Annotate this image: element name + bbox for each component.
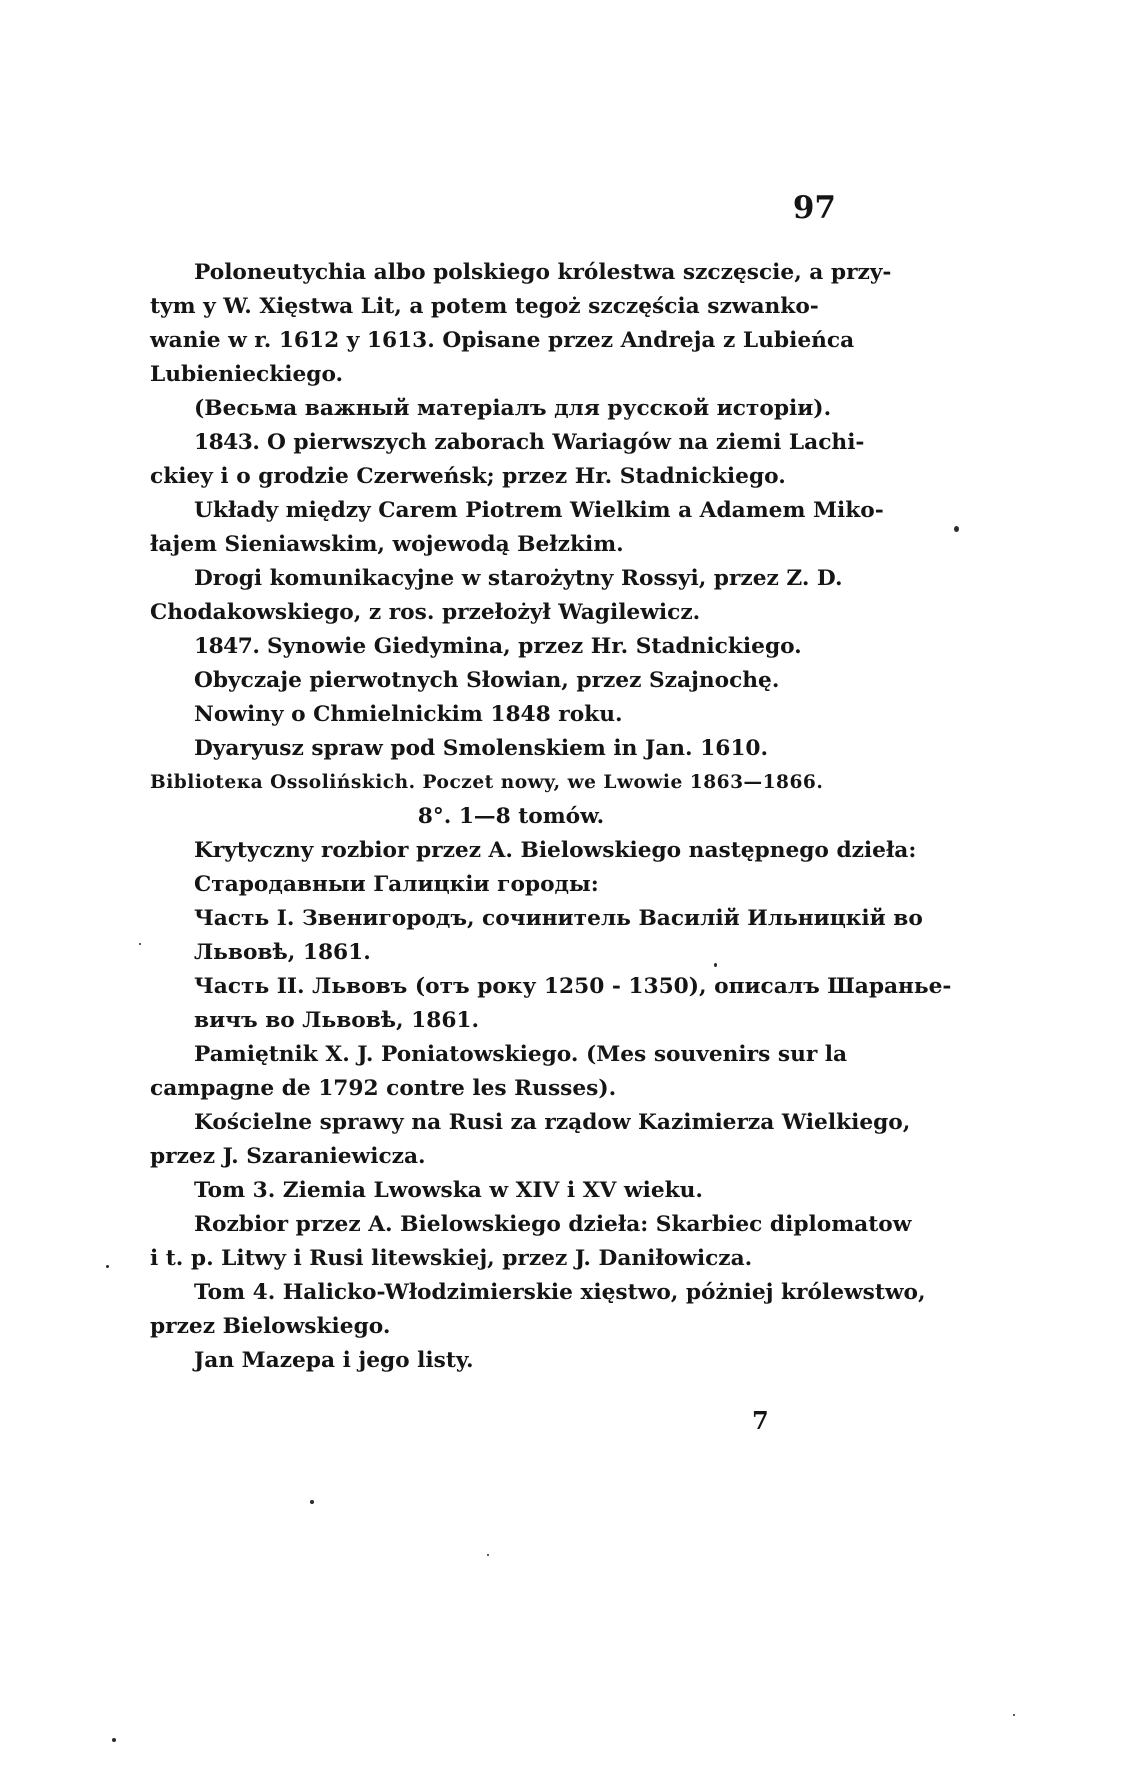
text-line-18: Krytyczny rozbior przez A. Bielowskiego następnego dzieła:	[194, 838, 917, 863]
text-line-7: ckiey i o grodzie Czerweńsk; przez Hr. Stadnickiego.	[150, 464, 786, 489]
text-line-1: Poloneutychia albo polskiego królestwa szczęscie, a przy-	[194, 260, 892, 285]
text-line-9: łajem Sieniawskim, wojewodą Bełzkim.	[150, 532, 624, 557]
text-line-2: tym y W. Xięstwa Lit, a potem tegoż szczęścia szwanko-	[150, 294, 819, 319]
text-line-22: Часть II. Львовъ (отъ року 1250 - 1350), описалъ Шараньe-	[194, 974, 952, 999]
text-line-25: campagne de 1792 contre les Russes).	[150, 1076, 617, 1101]
text-line-20: Часть I. Звенигородъ, сочинитель Василій Ильницкій во	[194, 906, 923, 931]
text-line-27: przez J. Szaraniewicza.	[150, 1144, 426, 1169]
scan-speck	[310, 1500, 314, 1504]
text-line-32: przez Bielowskiego.	[150, 1314, 391, 1339]
printer-signature-mark: 7	[752, 1406, 769, 1435]
text-line-15: Dyaryusz spraw pod Smolenskiem in Jan. 1610.	[194, 736, 769, 761]
year-1847: 1847.	[194, 634, 260, 659]
text-line-19: Стародавныи Галицкіи городы:	[194, 872, 599, 897]
text-line-6-body: O pierwszych zaborach Wariagów na ziemi Lachi-	[266, 430, 865, 455]
text-line-10: Drogi komunikacyjne w starożytny Rossyi, przez Z. D.	[194, 566, 843, 591]
text-line-30: i t. p. Litwy i Rusi litewskiej, przez J. Daniłowicza.	[150, 1246, 753, 1271]
catalog-text-block	[150, 256, 952, 1378]
text-line-4: Lubienieckiego.	[150, 362, 344, 387]
text-line-13: Obyczaje pierwotnych Słowian, przez Szajnochę.	[194, 668, 780, 693]
text-line-8: Układy między Carem Piotrem Wielkim a Adamem Miko-	[194, 498, 884, 523]
scan-speck	[139, 943, 141, 945]
scan-speck	[954, 526, 959, 532]
text-line-23: вичъ во Львовѣ, 1861.	[194, 1008, 480, 1033]
text-line-33: Jan Mazepa i jego listy.	[194, 1348, 474, 1373]
text-line-14: Nowiny o Chmielnickim 1848 roku.	[194, 702, 623, 727]
text-line-29: Rozbior przez A. Bielowskiego dzieła: Skarbiec diplomatow	[194, 1212, 912, 1237]
text-line-21: Львовѣ, 1861.	[194, 940, 371, 965]
page-number: 97	[792, 190, 836, 226]
scan-speck	[106, 1265, 109, 1268]
year-1843: 1843.	[194, 430, 260, 455]
text-line-16: Bibliotека Ossolińskich. Poczet nowy, we Lwowie 1863—1866.	[150, 772, 824, 793]
text-line-11: Chodakowskiego, z ros. przełożył Wagilewicz.	[150, 600, 701, 625]
text-line-28: Tom 3. Ziemia Lwowska w XIV i XV wieku.	[194, 1178, 703, 1203]
text-line-24: Pamiętnik X. J. Poniatowskiego. (Mes souvenirs sur la	[194, 1042, 848, 1067]
text-line-12-body: Synowie Giedymina, przez Hr. Stadnickiego.	[266, 634, 802, 659]
scan-speck	[714, 963, 717, 967]
text-line-26: Kościelne sprawy na Rusi za rządow Kazimierza Wielkiego,	[194, 1110, 911, 1135]
text-line-31: Tom 4. Halicko-Włodzimierskie xięstwo, póżniej królewstwo,	[194, 1280, 926, 1305]
text-line-5: (Весьма важный матеріалъ для русской исторіи).	[194, 396, 832, 421]
text-line-3: wanie w r. 1612 y 1613. Opisane przez Andreja z Lubieńca	[150, 328, 855, 353]
scan-speck	[487, 1554, 489, 1556]
scan-speck	[1013, 1714, 1015, 1716]
text-line-12	[150, 630, 834, 664]
text-line-6	[150, 426, 865, 460]
text-line-17: 8°. 1—8 tomów.	[417, 804, 605, 829]
scan-speck	[112, 1738, 116, 1742]
